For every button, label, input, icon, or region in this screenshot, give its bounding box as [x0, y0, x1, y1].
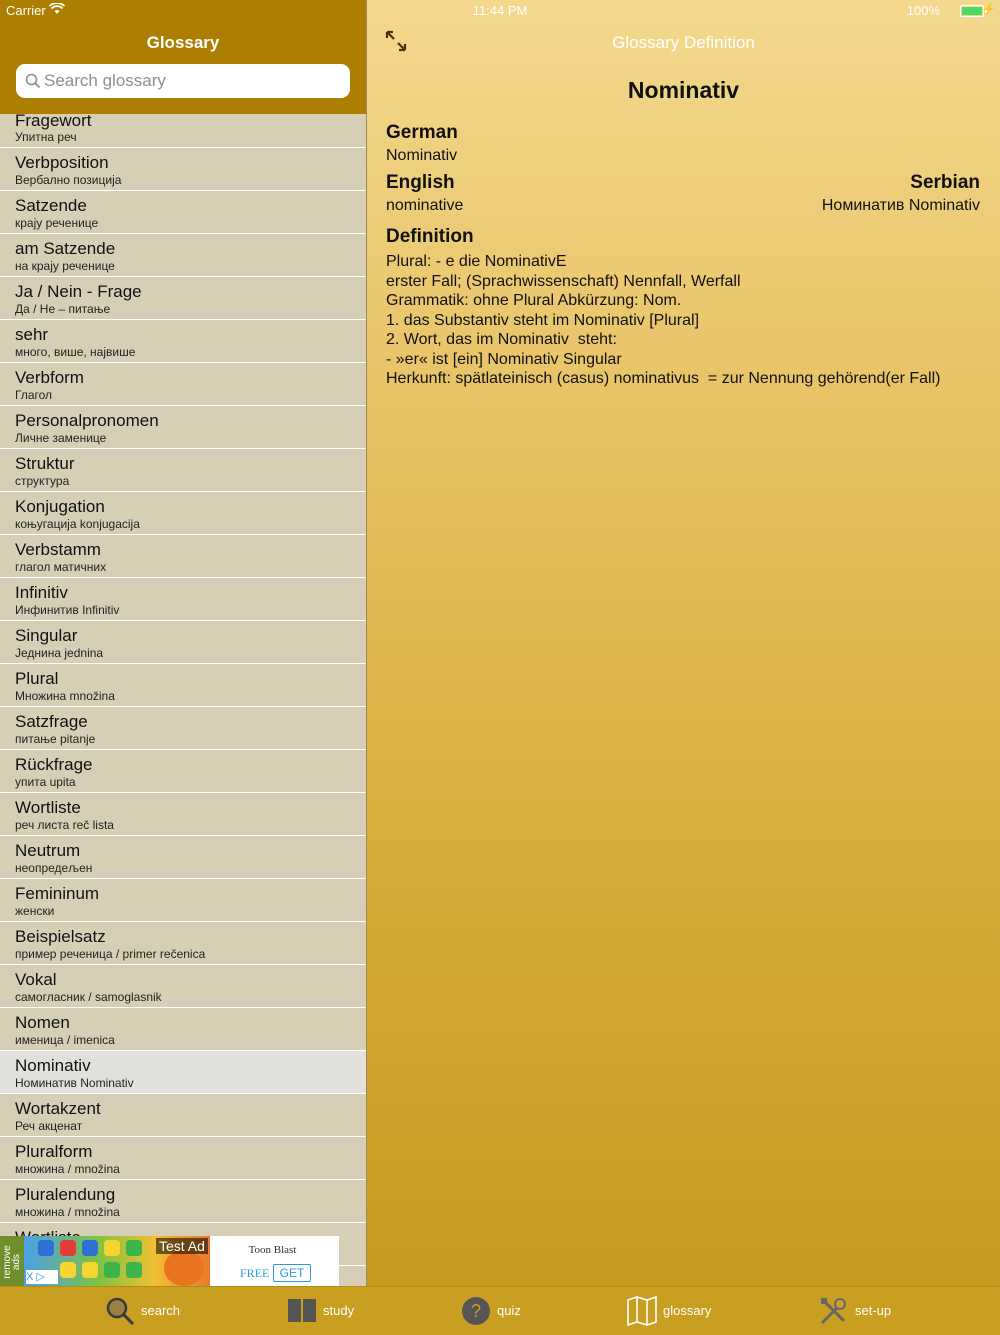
glossary-row-translation: неопредељен: [15, 861, 93, 875]
glossary-row-translation: Вербално позиција: [15, 173, 122, 187]
glossary-row-term: Plural: [15, 669, 59, 688]
glossary-row-translation: коњугација konjugacija: [15, 517, 140, 531]
search-icon: [24, 72, 42, 90]
definition-title: Glossary Definition: [612, 33, 755, 52]
glossary-list: [0, 111, 366, 1266]
english-value: nominative: [386, 197, 464, 214]
tab-search-label: search: [141, 1303, 181, 1318]
glossary-row[interactable]: [0, 879, 366, 922]
glossary-row-term: Femininum: [15, 884, 100, 903]
glossary-row-translation: Реч акценат: [15, 1119, 83, 1133]
tab-study[interactable]: [287, 1287, 367, 1335]
search-bar[interactable]: [16, 64, 350, 98]
glossary-row-term: Konjugation: [15, 497, 105, 516]
glossary-row-term: Pluralform: [15, 1142, 93, 1161]
carrier-label: Carrier: [6, 3, 46, 18]
glossary-row[interactable]: [0, 578, 366, 621]
tab-glossary-label: glossary: [663, 1303, 712, 1318]
glossary-row-term: Beispielsatz: [15, 927, 106, 946]
battery-percent: 100%: [906, 3, 940, 18]
glossary-row-translation: множина / množina: [15, 1162, 120, 1176]
glossary-row[interactable]: [0, 1180, 366, 1223]
glossary-row-term: Struktur: [15, 454, 75, 473]
tab-study-label: study: [323, 1303, 355, 1318]
tab-setup[interactable]: [819, 1287, 909, 1335]
glossary-row-term: Pluralendung: [15, 1185, 116, 1204]
tab-search[interactable]: [105, 1287, 195, 1335]
glossary-row[interactable]: [0, 750, 366, 793]
glossary-row-translation: самогласник / samoglasnik: [15, 990, 162, 1004]
glossary-row[interactable]: [0, 664, 366, 707]
magnifier-icon: [105, 1296, 135, 1326]
tab-quiz[interactable]: [461, 1287, 541, 1335]
serbian-label: Serbian: [910, 172, 980, 193]
glossary-row[interactable]: [0, 793, 366, 836]
glossary-title: Glossary: [146, 33, 220, 52]
serbian-value: Номинатив Nominativ: [821, 197, 980, 214]
glossary-row-translation: пример реченица / primer rečenica: [15, 947, 206, 961]
glossary-row-translation: Личне заменице: [15, 431, 107, 445]
definition-line: 1. das Substantiv steht im Nominativ [Plural]: [386, 311, 700, 329]
tools-icon: [819, 1296, 849, 1326]
glossary-row[interactable]: [0, 148, 366, 191]
definition-text: [386, 252, 941, 389]
definition-line: Herkunft: spätlateinisch (casus) nominativus = zur Nennung gehörend(er Fall): [386, 370, 941, 387]
glossary-row-translation: крају реченице: [15, 216, 99, 230]
glossary-row-term: Verbposition: [15, 153, 109, 172]
glossary-row-translation: множина / množina: [15, 1205, 120, 1219]
status-bar: [0, 0, 1000, 22]
glossary-row-term: Neutrum: [15, 841, 81, 860]
glossary-row-term: Ja / Nein - Frage: [15, 282, 142, 301]
glossary-row[interactable]: [0, 707, 366, 750]
glossary-row[interactable]: [0, 535, 366, 578]
test-ad-label: Test Ad: [156, 1238, 208, 1254]
glossary-row-translation: реч листа reč lista: [15, 818, 114, 832]
glossary-row-term: am Satzende: [15, 239, 116, 258]
ad-banner[interactable]: [0, 1236, 339, 1286]
glossary-row-translation: Глагол: [15, 388, 53, 402]
glossary-row-term: Verbform: [15, 368, 84, 387]
glossary-row-translation: Једнина jednina: [15, 646, 104, 660]
glossary-row-translation: Упитна реч: [15, 130, 77, 144]
map-icon: [627, 1296, 657, 1326]
svg-text:?: ?: [470, 1301, 482, 1321]
book-icon: [287, 1296, 317, 1326]
glossary-row-term: Singular: [15, 626, 78, 645]
definition-line: Grammatik: ohne Plural Abkürzung: Nom.: [386, 292, 682, 309]
glossary-row-term: Nomen: [15, 1013, 70, 1032]
glossary-row[interactable]: [0, 406, 366, 449]
glossary-row-translation: упита upita: [15, 775, 76, 789]
term-heading: Nominativ: [627, 77, 740, 103]
definition-pane: [367, 0, 1000, 1286]
glossary-row-term: Wortakzent: [15, 1099, 101, 1118]
glossary-row[interactable]: [0, 234, 366, 277]
glossary-row-term: Rückfrage: [15, 755, 93, 774]
glossary-row-translation: на крају реченице: [15, 259, 115, 273]
definition-label: Definition: [386, 226, 474, 247]
ad-free-label: FREE: [240, 1266, 270, 1280]
clock: 11:44 PM: [472, 3, 528, 18]
glossary-row[interactable]: [0, 1094, 366, 1137]
search-input[interactable]: [44, 64, 340, 98]
glossary-row-translation: структура: [15, 474, 70, 488]
german-value: Nominativ: [386, 147, 458, 164]
tab-glossary[interactable]: [627, 1287, 727, 1335]
glossary-row[interactable]: [0, 363, 366, 406]
glossary-row-translation: глагол матичних: [15, 560, 107, 574]
definition-line: Plural: - e die NominativE: [386, 253, 567, 270]
glossary-row-term: Verbstamm: [15, 540, 101, 559]
glossary-row-term: Satzfrage: [15, 712, 88, 731]
glossary-row[interactable]: [0, 922, 366, 965]
ad-get-button[interactable]: GET: [273, 1264, 311, 1282]
glossary-row-translation: Да / Не – питање: [15, 302, 111, 316]
glossary-row-term: Satzende: [15, 196, 87, 215]
ad-game-name: Toon Blast: [248, 1244, 297, 1256]
glossary-row-term: Personalpronomen: [15, 411, 159, 430]
glossary-row[interactable]: [0, 320, 366, 363]
glossary-row[interactable]: [0, 191, 366, 234]
glossary-row[interactable]: [0, 836, 366, 879]
definition-line: - »er« ist [ein] Nominativ Singular: [386, 350, 622, 368]
definition-line: erster Fall; (Sprachwissenschaft) Nennfall, Werfall: [386, 272, 741, 290]
glossary-row-term: Wortliste: [15, 798, 81, 817]
glossary-row-translation: много, више, највише: [15, 345, 136, 359]
glossary-row-translation: Номинатив Nominativ: [15, 1076, 134, 1090]
glossary-row[interactable]: [0, 111, 366, 148]
glossary-list-pane: [0, 0, 366, 1286]
glossary-row-term: sehr: [15, 325, 49, 344]
definition-line: 2. Wort, das im Nominativ steht:: [386, 331, 617, 348]
glossary-row[interactable]: [0, 621, 366, 664]
glossary-row-translation: Множина množina: [15, 689, 115, 703]
glossary-row-translation: именица / imenica: [15, 1033, 115, 1047]
tab-bar: [0, 1286, 1000, 1335]
question-icon: [461, 1296, 491, 1326]
glossary-row[interactable]: [0, 1051, 366, 1094]
glossary-row-translation: женски: [15, 904, 55, 918]
glossary-row[interactable]: [0, 277, 366, 320]
glossary-row-term: Vokal: [15, 970, 57, 989]
adchoices-icon[interactable]: X ▷: [26, 1270, 58, 1284]
glossary-row-translation: Инфинитив Infinitiv: [15, 603, 120, 617]
glossary-row[interactable]: [0, 492, 366, 535]
glossary-row[interactable]: [0, 1008, 366, 1051]
german-label: German: [386, 122, 458, 143]
tab-quiz-label: quiz: [497, 1303, 521, 1318]
charging-icon: ⚡: [981, 2, 996, 16]
glossary-row-term: Fragewort: [15, 111, 92, 130]
remove-ads-button[interactable]: remove ads: [0, 1236, 24, 1286]
tab-setup-label: set-up: [855, 1303, 892, 1318]
glossary-row[interactable]: [0, 1137, 366, 1180]
glossary-row[interactable]: [0, 449, 366, 492]
english-label: English: [386, 172, 455, 193]
glossary-row-term: Infinitiv: [15, 583, 68, 602]
glossary-row[interactable]: [0, 965, 366, 1008]
glossary-row-translation: питање pitanje: [15, 732, 96, 746]
glossary-row-term: Nominativ: [15, 1056, 91, 1075]
